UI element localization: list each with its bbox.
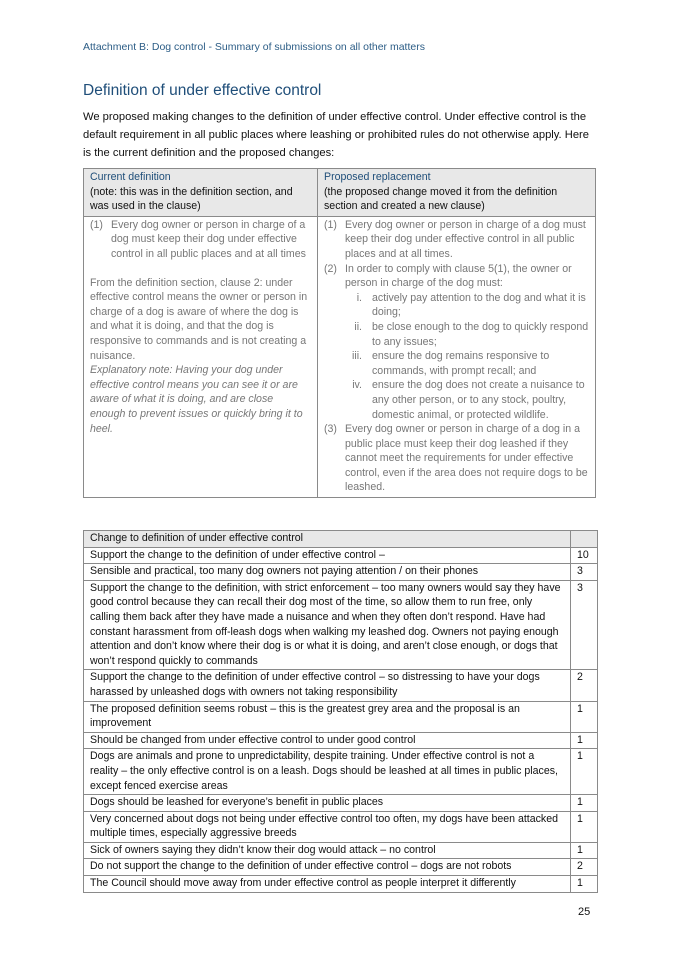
current-definition-paragraph: From the definition section, clause 2: under effective control means the owner or person in charge of a dog is aware of where the dog is and what it is doing, and that the dog is responsive to commands and is not creating a nuisance. (90, 276, 308, 362)
clause-text: Every dog owner or person in charge of a dog must keep their dog under effective control in all public places and at all times (111, 218, 306, 260)
submission-text: Very concerned about dogs not being under effective control too often, my dogs have been attacked multiple times, especially aggressive breeds (84, 811, 571, 842)
proposed-replacement-title: Proposed replacement (324, 171, 431, 183)
submission-count: 3 (571, 564, 598, 581)
current-definition-note: (note: this was in the definition section, and was used in the clause) (90, 185, 293, 213)
subclause-number: iv. (352, 379, 362, 392)
comparison-body-row (84, 216, 596, 497)
submission-text: The Council should move away from under effective control as people interpret it differently (84, 876, 571, 893)
submission-text: Dogs should be leashed for everyone’s benefit in public places (84, 795, 571, 812)
page-number: 25 (578, 906, 591, 918)
clause-number: (2) (324, 262, 337, 275)
subclause-number: ii. (354, 320, 362, 333)
table-row (84, 749, 598, 795)
subclause-number: iii. (351, 350, 362, 363)
proposed-replacement-header (318, 169, 596, 217)
current-definition-header (84, 169, 318, 217)
submission-text: Do not support the change to the definition of under effective control – dogs are not robots (84, 859, 571, 876)
clause-text: Every dog owner or person in charge of a dog must keep their dog under effective control in all public places and at all times. (345, 218, 586, 260)
subclause-item (324, 349, 589, 378)
table-row (84, 732, 598, 749)
subclause-number: i. (356, 291, 362, 304)
table-row (84, 842, 598, 859)
clause-number: (3) (324, 423, 337, 436)
submission-count: 10 (571, 547, 598, 564)
subclause-item (324, 378, 589, 422)
submission-count: 1 (571, 876, 598, 893)
submission-count: 2 (571, 670, 598, 701)
tally-header: Change to definition of under effective control (84, 531, 571, 548)
submission-text: Support the change to the definition of under effective control – (84, 547, 571, 564)
submission-text: Should be changed from under effective control to under good control (84, 732, 571, 749)
subclause-text: actively pay attention to the dog and what it is doing; (372, 291, 586, 319)
clause-number: (1) (324, 218, 337, 231)
table-row (84, 547, 598, 564)
table-row (84, 876, 598, 893)
clause-text: Every dog owner or person in charge of a dog in a public place must keep their dog leashed if they cannot meet the requirements for under effective control, even if the area does not require dogs to be leashed. (345, 423, 588, 494)
clause-number: (1) (90, 218, 103, 231)
submission-text: Support the change to the definition of under effective control – so distressing to have your dogs harassed by unleashed dogs with owners not taking responsibility (84, 670, 571, 701)
proposed-replacement-cell (318, 216, 596, 497)
current-definition-cell (84, 216, 318, 497)
table-row (84, 580, 598, 670)
proposed-clause-2 (324, 262, 589, 291)
submission-count: 1 (571, 842, 598, 859)
submission-count: 3 (571, 580, 598, 670)
submission-count: 1 (571, 811, 598, 842)
proposed-subclause-list (324, 291, 589, 422)
table-row (84, 670, 598, 701)
table-row (84, 701, 598, 732)
submission-count: 1 (571, 749, 598, 795)
table-row (84, 811, 598, 842)
submission-text: Sick of owners saying they didn’t know their dog would attack – no control (84, 842, 571, 859)
submission-text: Sensible and practical, too many dog owners not paying attention / on their phones (84, 564, 571, 581)
proposed-clause-3 (324, 422, 589, 495)
tally-header-count (571, 531, 598, 548)
submission-count: 1 (571, 795, 598, 812)
submission-text: Support the change to the definition, with strict enforcement – too many owners would say they have good control because they can recall their dog most of the time, so allow them to run free, only calling them back after they have made a nuisance and when they often don’t respond. Have had constant harassment from off-leash dogs when walking my leashed dog. Owners not paying enough attention and don’t know where their dog is or what it is doing, and aren’t close enough, or dogs that won’t respond quickly to commands (84, 580, 571, 670)
comparison-header-row (84, 169, 596, 217)
proposed-clause-1 (324, 218, 589, 262)
definition-comparison-table (83, 168, 596, 498)
submission-text: Dogs are animals and prone to unpredictability, despite training. Under effective control is not a reality – the only effective control is on a leash. Dogs should be leashed at all times in public places, except fenced exercise areas (84, 749, 571, 795)
subclause-text: ensure the dog does not create a nuisance to any other person, or to any stock, poultry, domestic animal, or protected wildlife. (372, 379, 585, 421)
subclause-text: ensure the dog remains responsive to commands, with prompt recall; and (372, 350, 550, 377)
subclause-item (324, 320, 589, 349)
explanatory-note: Explanatory note: Having your dog under effective control means you can see it or are aware of what it is doing, and are close enough to prevent issues or quickly bring it to heel. (90, 364, 303, 435)
proposed-replacement-note: (the proposed change moved it from the definition section and created a new clause) (324, 185, 558, 213)
current-definition-title: Current definition (90, 171, 171, 183)
table-row (84, 795, 598, 812)
header-note: Attachment B: Dog control - Summary of submissions on all other matters (83, 41, 425, 53)
subclause-item (324, 291, 589, 320)
submission-text: The proposed definition seems robust – this is the greatest grey area and the proposal is an improvement (84, 701, 571, 732)
submission-count: 1 (571, 732, 598, 749)
subclause-text: be close enough to the dog to quickly respond to any issues; (372, 320, 589, 348)
submissions-tally-table (83, 530, 598, 893)
current-clause-1 (90, 218, 311, 262)
table-row (84, 859, 598, 876)
submission-count: 1 (571, 701, 598, 732)
intro-paragraph: We proposed making changes to the definition of under effective control. Under effective control is the default requirement in all public places where leashing or prohibited rules do not otherwise apply. Here is the current definition and the proposed changes: (83, 111, 590, 159)
clause-text: In order to comply with clause 5(1), the owner or person in charge of the dog must: (345, 262, 572, 290)
section-title: Definition of under effective control (83, 82, 322, 99)
submission-count: 2 (571, 859, 598, 876)
table-row (84, 564, 598, 581)
tally-header-row (84, 531, 598, 548)
